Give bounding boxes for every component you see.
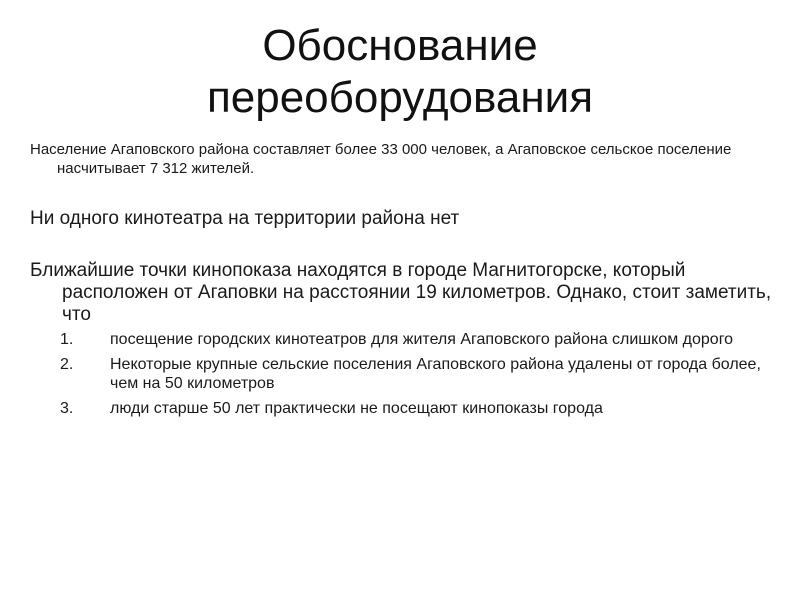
slide-title (0, 20, 800, 124)
list-item-text: люди старше 50 лет практически не посещают кинопоказы города (110, 400, 603, 417)
list-item-text: Некоторые крупные сельские поселения Агаповского района удалены от города более, чем на 50 километров (110, 356, 761, 392)
slide-title-line-2: переоборудования (206, 73, 594, 122)
reasons-list (30, 330, 780, 418)
spacer (30, 178, 780, 208)
slide-title-line-1: Обоснование (262, 21, 538, 70)
population-paragraph: Население Агаповского района составляет более 33 000 человек, а Агаповское сельское поселение насчитывает 7 312 жителей. (30, 141, 732, 177)
list-item-number: 1. (60, 331, 74, 348)
slide-body (30, 140, 780, 424)
list-item (30, 399, 780, 418)
list-item (30, 330, 780, 349)
list-item-number: 3. (60, 400, 74, 417)
no-cinema-paragraph: Ни одного кинотеатра на территории района нет (30, 208, 460, 229)
spacer (30, 230, 780, 260)
list-item (30, 355, 780, 393)
list-item-number: 2. (60, 356, 74, 373)
nearest-cinema-paragraph: Ближайшие точки кинопоказа находятся в городе Магнитогорске, который расположен от Агаповки на расстоянии 19 километров. Однако, стоит заметить, что (30, 260, 772, 325)
list-item-text: посещение городских кинотеатров для жителя Агаповского района слишком дорого (110, 331, 734, 348)
